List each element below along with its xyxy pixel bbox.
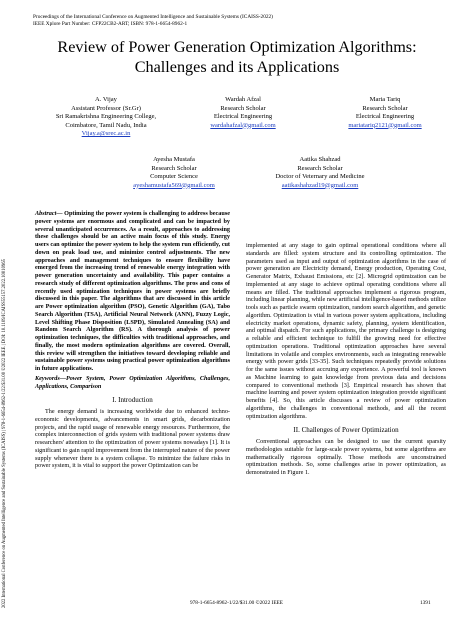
proceedings-header [33, 14, 433, 28]
author-name: Aatika Shahzad [299, 156, 341, 163]
author-name: A. Vijay [95, 96, 117, 103]
author-email-link[interactable]: Vijay.a@srec.ac.in [81, 130, 131, 137]
section-heading: I. Introduction [112, 396, 153, 405]
author-block [250, 156, 390, 190]
abstract-text: Optimizing the power system is challenging to address because power systems are enormous and complicated and can be impacted by several unanticipated occurrences. As a result, approaches to addressing these challenges should be an active main focus of this study. Energy users can optimize the power system to help the system run efficiently, cut down on peak load use, and minimize control adjustments. The new approaches and management techniques to ensure flexibility have emerged from the increasing trend of renewable energy integration with power generation uncertainty and availability. This paper contains a research study of different optimization algorithms. The pros and cons of recently used optimization techniques in power systems are briefly discussed in this paper. The algorithms that are discussed in this article are Power optimization algorithm (PSO), Genetic Algorithm (GA), Tabo Search Algorithm (TSA), Artificial Neural Network (ANN), Fuzzy Logic, Level Shifting Phase Disposition (LSPD), Simulated Annealing (SA) and Random Search Algorithm (RS). A thorough analysis of power optimization techniques, the difficulties with traditional approaches, and finally, the most modern optimization algorithms are covered. Overall, this review will strengthen the initiatives toward developing reliable and sustainable power systems using practical power optimization algorithms in future applications. [35, 210, 230, 372]
author-block [178, 96, 308, 130]
author-dept: Computer Science [150, 173, 198, 180]
body-paragraph: implemented at any stage to gain optimal operational conditions where all standards are filled: system structure and its controlling optimization. The parameters used as input and output of optimization algorithms in the case of power generation are Electricity demand, Energy production, Operating Cost, Generator Matrix, Exhaust Emissions, etc [2]. Microgrid optimization can be implemented at any stage to achieve optimal operating conditions where all means are filled. The traditional approaches implement a rigorous program, including linear planning, while new artificial intelligence-based methods utilize tools such as particle swarm optimization, random search algorithm, and genetic algorithm. Optimization is vital in various power system applications, including electricity market operations, dynamic safety, planning, system identification, and optimal dispatch. For such applications, the primary challenge is designing a reliable and efficient technique to fulfill the growing need for effective optimization operations. Traditional optimization approaches have several limitations in volatile and complex environments, such as integrating renewable energy with power grids [33-35]. Such techniques repeatedly provide solutions for the same issues without accruing any experience. A powerful tool is known as Machine learning to gain knowledge from previous data and decisions compared to conventional methods [3]. Empirical research has shown that machine learning and power system optimization integration provide significant benefits [4]. So, this article discusses a review of power optimization algorithms, the challenges in conventional methods, and all the recent optimization algorithms. [246, 242, 446, 420]
author-dept: Sri Ramakrishna Engineering College, [55, 113, 157, 120]
author-dept: Electrical Engineering [213, 113, 273, 120]
author-dept: Electrical Engineering [355, 113, 415, 120]
page-number: 1391 [420, 600, 431, 606]
author-block [104, 156, 244, 190]
author-name: Wardah Afzal [225, 96, 261, 103]
right-column [246, 210, 446, 477]
proceedings-line: Proceedings of the International Conference on Augmented Intelligence and Sustainable Systems (ICAISS-2022) [33, 14, 273, 20]
author-place: Coimbatore, Tamil Nadu, India [65, 121, 147, 129]
author-email-link[interactable]: mariatariq2121@gmail.com [348, 121, 422, 129]
author-block [36, 96, 176, 139]
author-dept: Doctor of Veternary and Medicine [275, 173, 365, 180]
author-block [320, 96, 450, 130]
author-name: Maria Tariq [369, 96, 401, 103]
ieee-part-line: IEEE Xplore Part Number: CFP22CB2-ART; ISBN: 978-1-6654-8962-1 [33, 21, 188, 27]
author-role: Research Scholar [362, 104, 408, 112]
paper-title: Review of Power Generation Optimization Algorithms: Challenges and its Applications [57, 38, 417, 76]
author-email-link[interactable]: aatikashahzad19@gmail.com [281, 181, 359, 189]
sidebar-citation: 2022 International Conference on Augmented Intelligence and Sustainable Systems (ICAISS) | 978-1-6654-8962-1/22/$31.00 ©2022 IEEE | DOI: 10.1109/ICAISS55157.2022.10010965 [2, 259, 7, 608]
author-role: Research Scholar [297, 164, 343, 172]
author-email-link[interactable]: ayeshamustafa569@gmail.com [133, 181, 215, 189]
footer-isbn: 978-1-6654-8962-1/22/$31.00 ©2022 IEEE [190, 600, 284, 606]
abstract [35, 210, 230, 373]
intro-paragraph: The energy demand is increasing worldwide due to enhanced techno-economic developments, advancements in smart grids, decarbonization projects, and the rapid usage of renewable energy resources. Furthermore, the complex interconnection of grids system with traditional power systems draw researchers' attention to the optimization of power systems nowadays [1]. It is significant to gain rapid improvement from the interrupted nature of the power supply whenever there is a system collapse. To minimize the failure risks in power system, it is vital to support the power Optimization can be [35, 408, 230, 470]
left-column [35, 210, 230, 470]
author-role: Research Scholar [220, 104, 266, 112]
author-role: Research Scholar [151, 164, 197, 172]
author-role: Assistant Professor (Sr.Gr) [71, 104, 141, 112]
author-email-link[interactable]: wardahafzal@gmail.com [210, 121, 276, 129]
keywords: Keywords—Power System, Power Optimization Algorithms, Challenges, Applications, Comparison [35, 374, 230, 390]
section-heading: II. Challenges of Power Optimization [293, 426, 399, 435]
body-paragraph: Conventional approaches can be designed to use the current sparsity methodologies suitable for large-scale power systems, but some algorithms are mathematically rigorous optimally. Those methods are unconstrained optimization methods. So, some challenges arise in power optimization, as demonstrated in Figure 1. [246, 438, 446, 476]
author-name: Ayesha Mustafa [153, 156, 195, 163]
abstract-lead: Abstract— [35, 210, 63, 217]
